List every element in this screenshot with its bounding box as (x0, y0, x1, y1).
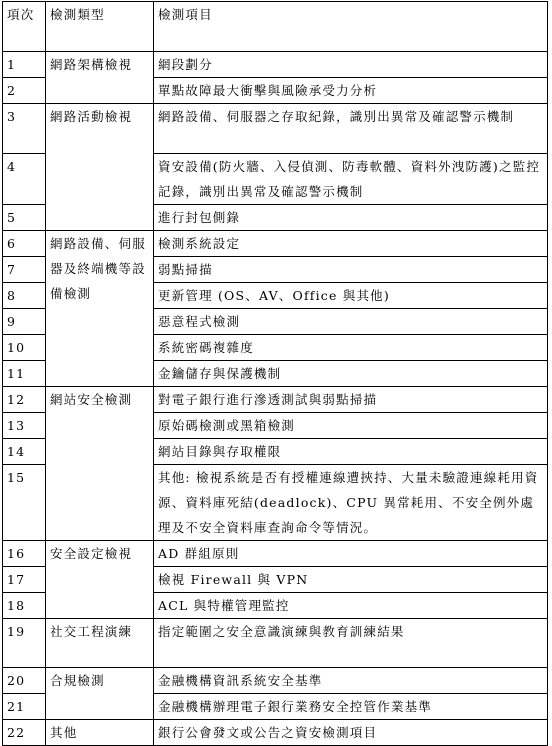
row-no: 10 (3, 335, 46, 361)
row-item: 原始碼檢測或黑箱檢測 (154, 413, 548, 439)
header-item: 檢測項目 (154, 2, 548, 52)
row-no: 2 (3, 78, 46, 104)
row-no: 18 (3, 593, 46, 619)
row-no: 5 (3, 205, 46, 231)
row-item: 其他: 檢視系統是否有授權連線遭挾持、大量未驗證連線耗用資源、資料庫死結(deadlock)、CPU 異常耗用、不安全例外處理及不安全資料庫查詢命令等情況。 (154, 465, 548, 541)
row-type: 合規檢測 (46, 668, 154, 720)
row-item: 網站目錄與存取權限 (154, 439, 548, 465)
row-item: 進行封包側錄 (154, 205, 548, 231)
row-no: 9 (3, 309, 46, 335)
row-no: 12 (3, 387, 46, 413)
row-type: 網路架構檢視 (46, 52, 154, 104)
row-item: 單點故障最大衝擊與風險承受力分析 (154, 78, 548, 104)
table-row (3, 52, 548, 78)
row-item: AD 群組原則 (154, 541, 548, 567)
row-no: 7 (3, 257, 46, 283)
row-item: 網段劃分 (154, 52, 548, 78)
table-header-row (3, 2, 548, 52)
table-row (3, 104, 548, 154)
row-no: 1 (3, 52, 46, 78)
table-row (3, 231, 548, 257)
header-type: 檢測類型 (46, 2, 154, 52)
row-item: ACL 與特權管理監控 (154, 593, 548, 619)
row-item: 檢測系統設定 (154, 231, 548, 257)
table-row (3, 619, 548, 668)
row-no: 14 (3, 439, 46, 465)
row-item: 金融機構辦理電子銀行業務安全控管作業基準 (154, 694, 548, 720)
row-item: 對電子銀行進行滲透測試與弱點掃描 (154, 387, 548, 413)
row-no: 6 (3, 231, 46, 257)
header-no: 項次 (3, 2, 46, 52)
row-no: 20 (3, 668, 46, 694)
row-no: 8 (3, 283, 46, 309)
row-no: 3 (3, 104, 46, 154)
row-type: 網站安全檢測 (46, 387, 154, 541)
row-type: 安全設定檢視 (46, 541, 154, 619)
row-item: 金融機構資訊系統安全基準 (154, 668, 548, 694)
row-item: 資安設備(防火牆、入侵偵測、防毒軟體、資料外洩防護)之監控記錄，識別出異常及確認警示機制 (154, 154, 548, 205)
row-type: 網路設備、伺服器及終端機等設備檢測 (46, 231, 154, 387)
row-no: 19 (3, 619, 46, 668)
row-item: 銀行公會發文或公告之資安檢測項目 (154, 720, 548, 746)
row-type: 社交工程演練 (46, 619, 154, 668)
row-item: 系統密碼複雜度 (154, 335, 548, 361)
row-type: 其他 (46, 720, 154, 746)
row-item: 金鑰儲存與保護機制 (154, 361, 548, 387)
row-no: 17 (3, 567, 46, 593)
row-no: 11 (3, 361, 46, 387)
row-no: 15 (3, 465, 46, 541)
row-item: 網路設備、伺服器之存取紀錄，識別出異常及確認警示機制 (154, 104, 548, 154)
row-item: 更新管理 (OS、AV、Office 與其他) (154, 283, 548, 309)
row-no: 4 (3, 154, 46, 205)
row-no: 21 (3, 694, 46, 720)
inspection-table (2, 1, 548, 746)
row-no: 22 (3, 720, 46, 746)
table-row (3, 541, 548, 567)
row-type: 網路活動檢視 (46, 104, 154, 231)
table-row (3, 668, 548, 694)
row-item: 惡意程式檢測 (154, 309, 548, 335)
row-no: 13 (3, 413, 46, 439)
table-row (3, 387, 548, 413)
row-item: 檢視 Firewall 與 VPN (154, 567, 548, 593)
row-item: 弱點掃描 (154, 257, 548, 283)
row-no: 16 (3, 541, 46, 567)
row-item: 指定範圍之安全意識演練與教育訓練結果 (154, 619, 548, 668)
